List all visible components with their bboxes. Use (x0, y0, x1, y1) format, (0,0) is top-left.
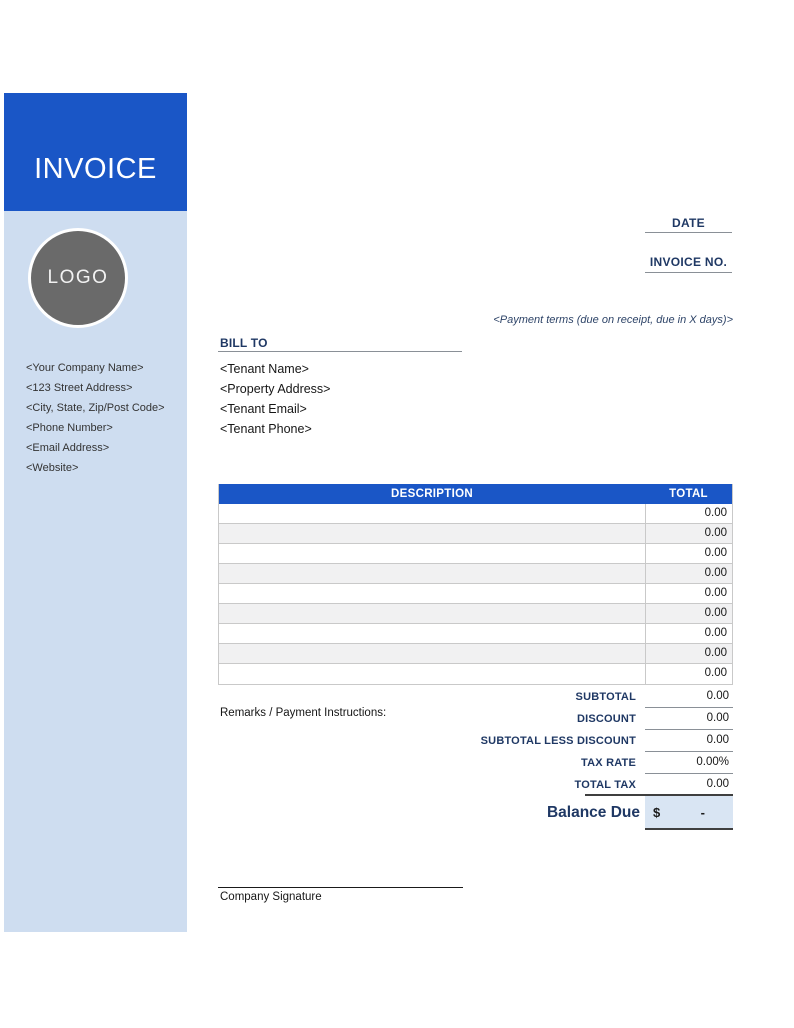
email-address-field[interactable]: <Email Address> (26, 442, 110, 454)
tax-rate-value[interactable]: 0.00% (645, 752, 733, 774)
table-row (219, 524, 732, 544)
table-row (219, 544, 732, 564)
invoice-banner (4, 93, 187, 211)
subtotal-less-discount-value: 0.00 (645, 730, 733, 752)
total-cell: 0.00 (645, 504, 732, 523)
balance-due-amount (645, 796, 733, 830)
table-row (219, 604, 732, 624)
total-cell: 0.00 (645, 564, 732, 583)
total-tax-row (218, 774, 733, 796)
signature-label: Company Signature (220, 891, 322, 903)
subtotal-label: SUBTOTAL (575, 691, 636, 703)
table-row (219, 644, 732, 664)
total-cell: 0.00 (645, 664, 732, 684)
logo-text: LOGO (47, 267, 109, 288)
total-cell: 0.00 (645, 584, 732, 603)
description-cell[interactable] (219, 604, 645, 623)
property-address-field[interactable]: <Property Address> (220, 382, 331, 396)
description-cell[interactable] (219, 624, 645, 643)
description-cell[interactable] (219, 584, 645, 603)
description-cell[interactable] (219, 524, 645, 543)
balance-due-value: - (700, 804, 705, 820)
items-table (218, 484, 733, 685)
total-column-header: TOTAL (669, 488, 708, 500)
items-table-header (219, 484, 732, 504)
table-row (219, 584, 732, 604)
discount-value[interactable]: 0.00 (645, 708, 733, 730)
website-field[interactable]: <Website> (26, 462, 79, 474)
phone-number-field[interactable]: <Phone Number> (26, 422, 113, 434)
tenant-name-field[interactable]: <Tenant Name> (220, 362, 309, 376)
totals-summary (218, 686, 733, 796)
total-cell: 0.00 (645, 524, 732, 543)
date-label: DATE (672, 216, 705, 230)
subtotal-row (218, 686, 733, 708)
bill-to-info (220, 359, 330, 439)
total-cell: 0.00 (645, 604, 732, 623)
discount-label: DISCOUNT (576, 713, 636, 725)
tax-rate-label: TAX RATE (581, 757, 636, 769)
sidebar (4, 211, 187, 932)
description-cell[interactable] (219, 664, 645, 684)
subtotal-less-discount-label: SUBTOTAL LESS DISCOUNT (480, 735, 636, 747)
description-column-header: DESCRIPTION (391, 488, 473, 500)
logo-placeholder[interactable] (28, 228, 128, 328)
remarks-label: Remarks / Payment Instructions: (220, 707, 387, 719)
payment-terms-field[interactable]: <Payment terms (due on receipt, due in X days)> (493, 314, 733, 326)
tenant-phone-field[interactable]: <Tenant Phone> (220, 422, 312, 436)
description-cell[interactable] (219, 544, 645, 563)
subtotal-less-discount-row (218, 730, 733, 752)
total-tax-value: 0.00 (706, 778, 729, 790)
total-cell: 0.00 (645, 544, 732, 563)
subtotal-value: 0.00 (645, 686, 733, 708)
currency-symbol: $ (653, 804, 661, 820)
table-row (219, 664, 732, 684)
city-state-zip-field[interactable]: <City, State, Zip/Post Code> (26, 402, 165, 414)
description-cell[interactable] (219, 504, 645, 523)
invoice-no-label: INVOICE NO. (649, 255, 728, 269)
total-tax-label: TOTAL TAX (574, 779, 636, 791)
invoice-no-field[interactable] (645, 272, 732, 273)
table-row (219, 504, 732, 524)
total-cell: 0.00 (645, 644, 732, 663)
description-cell[interactable] (219, 564, 645, 583)
bill-to-label: BILL TO (220, 336, 268, 350)
company-name-field[interactable]: <Your Company Name> (26, 362, 144, 374)
date-field[interactable] (645, 232, 732, 233)
tax-rate-row (218, 752, 733, 774)
street-address-field[interactable]: <123 Street Address> (26, 382, 133, 394)
tenant-email-field[interactable]: <Tenant Email> (220, 402, 307, 416)
signature-line[interactable] (218, 887, 463, 888)
table-row (219, 564, 732, 584)
page-title: INVOICE (34, 153, 157, 185)
company-info (26, 358, 165, 478)
table-row (219, 624, 732, 644)
total-cell: 0.00 (645, 624, 732, 643)
description-cell[interactable] (219, 644, 645, 663)
balance-due-label: Balance Due (546, 804, 640, 821)
bill-to-underline (218, 351, 462, 352)
